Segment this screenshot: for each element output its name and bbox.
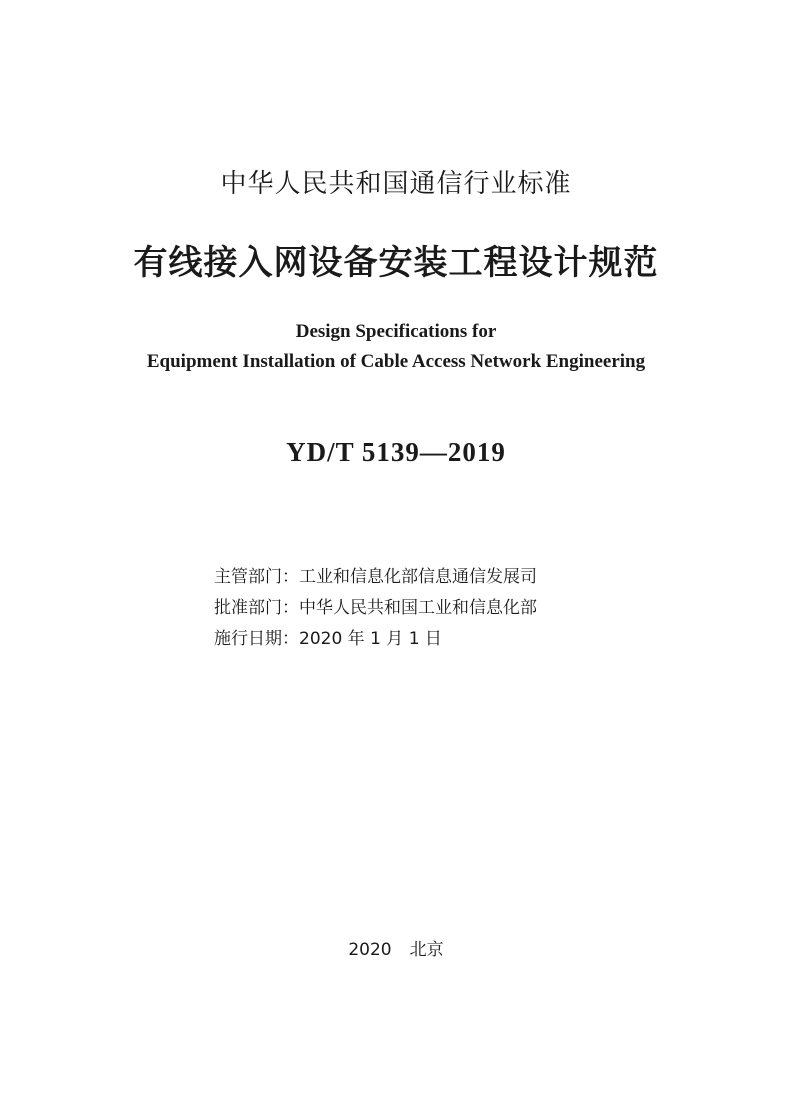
metadata-label: 批准部门：	[214, 598, 299, 618]
publication-footer	[0, 935, 792, 960]
title-english-line-1: Design Specifications for	[295, 321, 497, 342]
metadata-value: 中华人民共和国工业和信息化部	[299, 598, 537, 618]
publication-city: 北京	[409, 940, 444, 960]
title-chinese: 有线接入网设备安装工程设计规范	[133, 243, 659, 283]
metadata-block	[214, 562, 537, 655]
metadata-value: 2020 年 1 月 1 日	[299, 629, 442, 649]
metadata-label: 主管部门：	[214, 567, 299, 587]
standard-category: 中华人民共和国通信行业标准	[220, 169, 572, 199]
metadata-row-approving-department	[214, 593, 537, 624]
metadata-label: 施行日期：	[214, 629, 299, 649]
title-english-line-2: Equipment Installation of Cable Access Network Engineering	[146, 351, 646, 372]
metadata-value: 工业和信息化部信息通信发展司	[299, 567, 537, 587]
metadata-row-effective-date	[214, 624, 537, 655]
metadata-row-competent-department	[214, 562, 537, 593]
standard-number: YD/T 5139—2019	[286, 437, 506, 467]
publication-year: 2020	[348, 940, 392, 960]
